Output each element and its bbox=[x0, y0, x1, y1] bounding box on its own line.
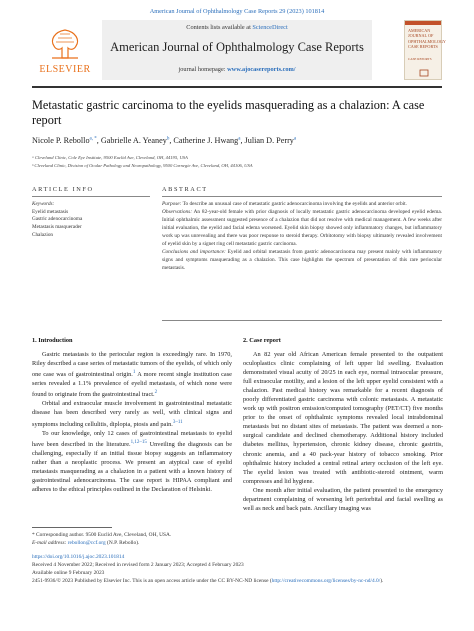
paragraph-text: Orbital and extraocular muscle involvement in gastrointestinal metastatic disease has been described very rarely as well, with clinical signs and symptoms including cellulitis, diplopia, ptosis and pain. bbox=[32, 400, 232, 428]
abstract-purpose bbox=[162, 201, 442, 209]
available-online-date: Available online 9 February 2023 bbox=[32, 569, 105, 576]
homepage-prefix: journal homepage: bbox=[178, 66, 228, 73]
author-name[interactable]: Julian D. Perry bbox=[244, 136, 294, 145]
citation-link[interactable]: 2 bbox=[154, 390, 158, 396]
abstract-observations bbox=[162, 209, 442, 249]
corresponding-author-note: * Corresponding author. 9500 Euclid Ave, Cleveland, OH, USA. bbox=[32, 532, 172, 538]
email-suffix: (N.P. Rebollo). bbox=[105, 539, 140, 546]
journal-header bbox=[32, 20, 446, 80]
keywords-list bbox=[32, 201, 150, 240]
introduction-paragraph bbox=[32, 399, 232, 428]
doi-link[interactable]: https://doi.org/10.1016/j.ajoc.2023.101814 bbox=[32, 553, 125, 560]
author-name[interactable]: Catherine J. Hwang bbox=[173, 136, 239, 145]
journal-homepage bbox=[102, 66, 372, 73]
journal-header-banner bbox=[102, 20, 372, 80]
citation-link[interactable]: 1,12–15 bbox=[130, 439, 147, 445]
author-affiliation-mark[interactable]: a bbox=[238, 136, 241, 142]
paragraph-text: To our knowledge, only 12 cases of gastrointestinal metastasis to eyelid have been described in the literature. bbox=[32, 429, 232, 448]
article-info-heading: ARTICLE INFO bbox=[32, 186, 94, 193]
license-line bbox=[32, 578, 442, 586]
section-heading-introduction: 1. Introduction bbox=[32, 337, 73, 344]
case-report-paragraph: An 82 year old African American female presented to the outpatient oculoplastics clinic complaining of left upper lid swelling. Evaluation demonstrated visual acuity of 20/25 in each eye, normal intraocular pressure, full extraocular motility, and a lesion of the left upper eyelid consistent with a chalazion. Past medical history was remarkable for a recent diagnosis of poorly differentiated gastric carcinoma with colonic metastasis. A metastatic work up with positron emission/computed tomography (PET/CT) five months prior to the onset of ophthalmic symptoms revealed local intrabdominal metastasis but no distant sites of metastasis. The patient was deemed a non-surgical candidate and declined chemotherapy. Additional history included diabetes mellitus, hypertension, chronic kidney disease, chronic gastritis, chronic anemia, and a 40 pack-year history of tobacco smoking. Prior ophthalmic history included a central retinal artery occlusion of the left eye. The eyelid lesion was treated with antibiotic-steroid ointment, warm compresses and lid hygiene. bbox=[243, 351, 443, 485]
introduction-body bbox=[32, 350, 232, 494]
abstract-observations-text: An 82-year-old female with prior diagnosis of locally metastatic gastric adenocarcinoma developed eyelid edema. Initial ophthalmic assessment suggested presence of a chalazion that did not resolve with medical management. A few weeks after initial evaluation, the eyelid and facial edema worsened. Eyelid skin biopsy showed only inflammatory changes, but inflammatory work up was unrevealing and there was poor response to steroid therapy. Orbitotomy with biopsy ultimately revealed involvement of eyelid skin by a signet ring cell metastatic gastric carcinoma. bbox=[162, 208, 442, 247]
license-link[interactable]: http://creativecommons.org/licenses/by-nc-nd/4.0/ bbox=[271, 577, 381, 584]
footnote-rule bbox=[32, 527, 112, 528]
license-prefix: 2451-9936/© 2023 Published by Elsevier Inc. This is an open access article under the CC BY-NC-ND license ( bbox=[32, 577, 272, 584]
email-label: E-mail address: bbox=[32, 539, 67, 546]
elsevier-tree-icon bbox=[44, 24, 86, 62]
affiliation-a: ᵃ Cleveland Clinic, Cole Eye Institute, 9500 Euclid Ave, Cleveland, OH, 44195, USA bbox=[32, 155, 188, 160]
contents-availability bbox=[102, 24, 372, 31]
keyword-item: Gastric adenocarcinoma bbox=[32, 216, 83, 223]
contents-prefix: Contents lists available at bbox=[186, 24, 253, 31]
paragraph-text: A more recent single institution case series revealed a 1.1% prevalence of eyelid metastasis, of which none were found to originate from the gastrointestinal tract. bbox=[32, 371, 232, 399]
journal-title: American Journal of Ophthalmology Case Reports bbox=[110, 40, 364, 54]
received-dates: Received 4 November 2022; Received in revised form 2 January 2023; Accepted 4 February 2023 bbox=[32, 561, 244, 568]
paragraph-text: Unveiling the diagnosis can be challenging, especially if an initial tissue biopsy suggests an inflammatory rather than a neoplastic process. We present an atypical case of eyelid metastasis masquerading as a chalazion in a patient with a known history of gastrointestinal adenocarcinoma. The case report is HIPAA compliant and adheres to the ethical principles outlined in the Declaration of Helsinki. bbox=[32, 440, 232, 494]
abstract-rule bbox=[162, 196, 442, 197]
abstract-heading: ABSTRACT bbox=[162, 186, 208, 193]
abstract-observations-label: Observations: bbox=[162, 208, 193, 215]
cover-title: AMERICAN JOURNAL OF OPHTHALMOLOGY CASE REPORTS bbox=[408, 28, 446, 49]
cover-logo-icon bbox=[419, 69, 429, 77]
footnotes bbox=[32, 532, 442, 585]
keyword-item: Metastasis masquerader bbox=[32, 224, 82, 231]
elsevier-logo[interactable] bbox=[32, 20, 98, 80]
email-link[interactable]: rebollon@ccf.org bbox=[67, 539, 106, 546]
author-name[interactable]: Gabrielle A. Yeaney bbox=[100, 136, 167, 145]
header-rule bbox=[32, 86, 442, 88]
introduction-paragraph bbox=[32, 429, 232, 494]
sciencedirect-link[interactable]: ScienceDirect bbox=[252, 24, 288, 31]
author-list: Nicole P. Rebollo$^{a, *}$, Gabrielle A. Yeaney$^b$, Catherine J. Hwang$^a$, Julian D. Perry$^a$ bbox=[32, 136, 297, 145]
author-affiliation-mark[interactable]: a bbox=[293, 136, 297, 142]
keyword-item: Eyelid metastasis bbox=[32, 208, 69, 215]
abstract-body bbox=[162, 201, 442, 273]
abstract-bottom-rule bbox=[162, 320, 442, 321]
homepage-link[interactable]: www.ajocasereports.com/ bbox=[227, 66, 296, 73]
journal-cover-thumbnail[interactable] bbox=[404, 20, 446, 80]
license-suffix: ). bbox=[380, 577, 384, 584]
citation-link[interactable]: 3–11 bbox=[172, 419, 183, 425]
article-title: Metastatic gastric carcinoma to the eyelids masquerading as a chalazion: A case report bbox=[32, 98, 425, 127]
abstract-conclusions-label: Conclusions and importance: bbox=[162, 248, 226, 255]
affiliation-b: ᵇ Cleveland Clinic, Division of Ocular Pathology and Neuropathology, 9500 Carnegie Ave, Cleveland, OH, 44106, USA bbox=[32, 163, 253, 168]
abstract-conclusions-text: Eyelid and orbital metastasis from gastric adenocarcinoma may present mainly with inflammatory signs and symptoms masquerading as a chalazion. This case highlights the spectrum of presentation of this rare periocular metastasis. bbox=[162, 248, 442, 271]
introduction-paragraph bbox=[32, 350, 232, 399]
abstract-purpose-text: To describe an unusual case of metastatic gastric adenocarcinoma involving the eyelids and anterior orbit. bbox=[181, 201, 407, 207]
abstract-purpose-label: Purpose: bbox=[162, 201, 182, 207]
cover-subtitle: CASE REPORTS bbox=[408, 57, 432, 61]
author-affiliation-mark[interactable]: a, * bbox=[89, 136, 97, 142]
article-info-rule bbox=[32, 196, 150, 197]
keyword-item: Chalazion bbox=[32, 231, 54, 238]
case-report-paragraph: One month after initial evaluation, the patient presented to the emergency department complaining of worsening left periorbital and facial swelling as well as neck and back pain. Ancillary imaging was bbox=[243, 486, 443, 512]
cover-band bbox=[405, 21, 441, 25]
email-line bbox=[32, 540, 442, 548]
citation-link[interactable]: 1 bbox=[132, 370, 136, 376]
author-name[interactable]: Nicole P. Rebollo bbox=[32, 136, 90, 145]
paragraph-text: Gastric metastasis to the periocular region is exceedingly rare. In 1970, Riley described a case series of metastatic tumors of the eyelids, of which only one case was of gastrointestinal origin. bbox=[32, 351, 232, 379]
abstract-conclusions bbox=[162, 249, 442, 273]
case-report-body bbox=[243, 350, 443, 513]
journal-citation[interactable]: American Journal of Ophthalmology Case Reports 29 (2023) 101814 bbox=[149, 8, 325, 15]
keywords-label: Keywords: bbox=[32, 201, 55, 207]
section-heading-case-report: 2. Case report bbox=[243, 337, 281, 344]
author-affiliation-mark[interactable]: b bbox=[166, 136, 170, 142]
elsevier-wordmark: ELSEVIER bbox=[39, 64, 91, 75]
